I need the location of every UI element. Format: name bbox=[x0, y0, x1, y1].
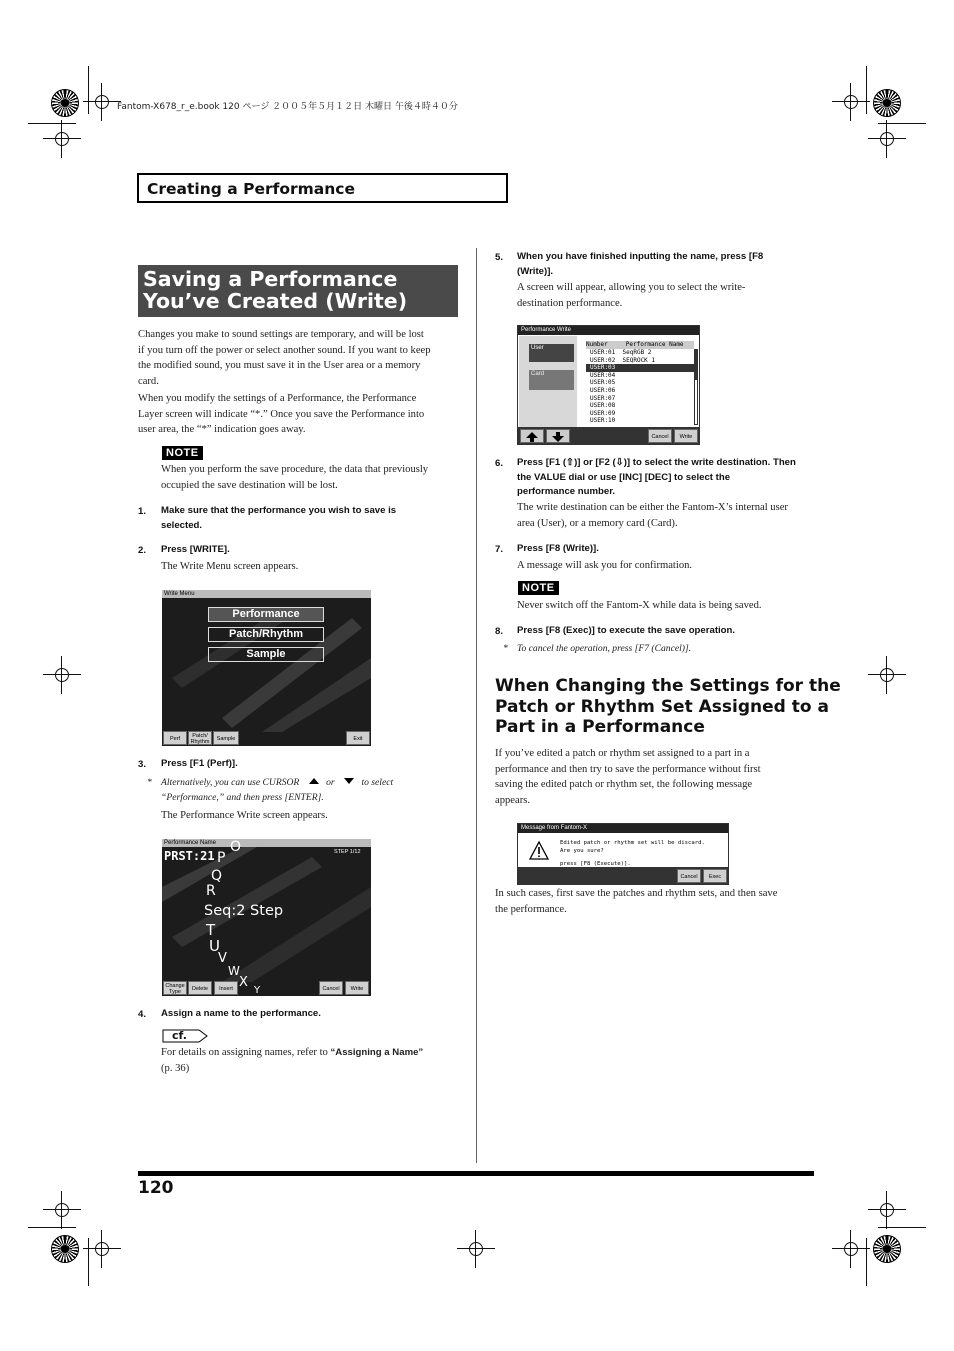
section-title: Creating a Performance bbox=[147, 180, 355, 198]
text-line: occupied the save destination will be lost. bbox=[161, 479, 338, 491]
cancel-button[interactable]: Cancel bbox=[648, 429, 672, 443]
subsection-heading bbox=[495, 676, 841, 738]
text-line: (p. 36) bbox=[161, 1062, 190, 1074]
patch-rhythm-button[interactable]: Patch/ Rhythm bbox=[188, 731, 212, 745]
dialog-title: Message from Fantom-X bbox=[518, 824, 729, 833]
text-line: Changes you make to sound settings are temporary, and will be lost bbox=[138, 329, 424, 340]
step-instruction bbox=[161, 504, 396, 533]
char-letter: V bbox=[218, 951, 227, 966]
step-note: To cancel the operation, press [F7 (Cancel)]. bbox=[517, 643, 692, 654]
step-instruction: Press [F8 (Write)]. bbox=[517, 543, 599, 554]
arrow-down-icon bbox=[547, 431, 569, 443]
note-badge: NOTE bbox=[162, 446, 203, 460]
heading-line: When Changing the Settings for the bbox=[495, 676, 841, 696]
crosshair-mark bbox=[51, 1199, 73, 1221]
text-span: to select bbox=[361, 777, 394, 788]
step-description: The Performance Write screen appears. bbox=[161, 810, 328, 821]
card-tab[interactable] bbox=[529, 370, 574, 390]
exec-button[interactable]: Exec bbox=[703, 869, 727, 883]
text-line: card. bbox=[138, 375, 159, 387]
step-instruction: Press [F8 (Exec)] to execute the save operation. bbox=[517, 625, 736, 636]
col-number: Number bbox=[586, 341, 608, 348]
step-note bbox=[161, 776, 461, 805]
cursor-down-icon bbox=[343, 777, 355, 785]
destination-list[interactable] bbox=[586, 349, 694, 425]
change-type-button[interactable]: Change Type bbox=[163, 981, 187, 995]
crop-line bbox=[866, 1238, 867, 1286]
list-item[interactable]: USER:06 bbox=[590, 386, 616, 394]
page-title-line: Saving a Performance bbox=[143, 267, 398, 291]
text-line: The write destination can be either the Fantom-X’s internal user bbox=[517, 502, 788, 513]
text-line: In such cases, first save the patches and rhythm sets, and then save bbox=[495, 888, 778, 899]
column-header bbox=[586, 341, 694, 349]
page-title-bar bbox=[138, 265, 458, 317]
crosshair-mark bbox=[876, 128, 898, 150]
message-dialog bbox=[517, 823, 729, 885]
menu-item-patch-rhythm[interactable]: Patch/Rhythm bbox=[208, 627, 324, 642]
heading-line: Part in a Performance bbox=[495, 717, 705, 737]
perf-button[interactable]: Perf bbox=[163, 731, 187, 745]
crop-line bbox=[88, 1238, 89, 1286]
text-line: Press [F1 (⇧)] or [F2 (⇩)] to select the write destination. Then bbox=[517, 457, 796, 468]
note-badge: NOTE bbox=[518, 581, 559, 595]
insert-button[interactable]: Insert bbox=[214, 981, 238, 995]
card-label: Card bbox=[531, 371, 545, 377]
note-text bbox=[161, 462, 471, 493]
text-line: performance and then try to save the performance without first bbox=[495, 763, 761, 775]
cf-reference bbox=[161, 1045, 471, 1076]
column-divider bbox=[476, 248, 477, 1163]
text-line: the modified sound, you must save it in the User area or a memory bbox=[138, 360, 421, 372]
list-item[interactable]: USER:02 SEQROCK 1 bbox=[590, 356, 656, 364]
performance-name-value: PRST:21 bbox=[164, 849, 215, 863]
cancel-button[interactable]: Cancel bbox=[319, 981, 343, 995]
step-instruction: Press [WRITE]. bbox=[161, 544, 230, 555]
registration-target-top-left bbox=[51, 89, 79, 117]
performance-write-screen bbox=[517, 325, 700, 445]
crosshair-mark bbox=[91, 1238, 113, 1260]
list-item[interactable]: USER:04 bbox=[590, 371, 616, 379]
section-header bbox=[137, 173, 508, 203]
list-item[interactable]: USER:01 SeqRGB 2 bbox=[590, 349, 652, 356]
text-line: press [F8 (Execute)]. bbox=[560, 861, 631, 867]
step-number: 5. bbox=[495, 252, 504, 263]
char-letter: T bbox=[206, 921, 216, 939]
write-button[interactable]: Write bbox=[345, 981, 369, 995]
step-number: 6. bbox=[495, 458, 504, 469]
step-instruction: Press [F1 (Perf)]. bbox=[161, 758, 238, 769]
link-reference[interactable]: “Assigning a Name” bbox=[330, 1047, 424, 1058]
menu-item-performance[interactable]: Performance bbox=[208, 607, 324, 622]
step-instruction bbox=[517, 456, 796, 500]
step-indicator: STEP 1/12 bbox=[334, 849, 361, 855]
paragraph bbox=[495, 886, 825, 917]
cursor-up-icon bbox=[308, 777, 320, 785]
intro-paragraph bbox=[138, 327, 468, 389]
page-title-line: You’ve Created (Write) bbox=[143, 289, 408, 313]
char-letter: R bbox=[206, 883, 216, 899]
page-number: 120 bbox=[138, 1178, 174, 1198]
text-line: the performance. bbox=[495, 903, 567, 915]
crop-line bbox=[878, 123, 926, 124]
char-letter: U bbox=[209, 937, 220, 955]
text-line: Edited patch or rhythm set will be discard. bbox=[560, 840, 705, 846]
crop-line bbox=[28, 1227, 76, 1228]
step-instruction: Assign a name to the performance. bbox=[161, 1008, 321, 1019]
char-letter: X bbox=[239, 975, 248, 990]
step-description: The Write Menu screen appears. bbox=[161, 561, 299, 572]
text-line: the VALUE dial or use [INC] [DEC] to select the bbox=[517, 471, 731, 483]
performance-name-screen bbox=[162, 839, 371, 996]
crop-line bbox=[88, 66, 89, 114]
down-arrow-button[interactable] bbox=[546, 429, 570, 443]
text-line: area (User), or a memory card (Card). bbox=[517, 517, 678, 529]
text-line: Are you sure? bbox=[560, 847, 604, 854]
registration-target-top-right bbox=[873, 89, 901, 117]
char-letter: W bbox=[228, 964, 240, 978]
text-line: selected. bbox=[161, 519, 203, 531]
registration-target-bottom-right bbox=[873, 1235, 901, 1263]
list-item[interactable]: USER:10 bbox=[590, 417, 616, 425]
crosshair-mark bbox=[876, 1199, 898, 1221]
screen-title: Performance Write bbox=[518, 326, 700, 335]
list-item[interactable]: USER:07 bbox=[590, 394, 616, 402]
text-line: “Performance,” and then press [ENTER]. bbox=[161, 791, 324, 803]
arrow-up-icon bbox=[521, 431, 543, 443]
crosshair-mark bbox=[840, 91, 862, 113]
char-letter: Y bbox=[254, 985, 261, 996]
cancel-button[interactable]: Cancel bbox=[677, 869, 701, 883]
crosshair-mark bbox=[465, 1238, 487, 1260]
text-span: For details on assigning names, refer to bbox=[161, 1047, 331, 1058]
print-header-line: Fantom-X678_r_e.book 120 ページ ２００５年５月１２日 木曜日 午後４時４０分 bbox=[117, 102, 458, 112]
text-line: A screen will appear, allowing you to select the write- bbox=[517, 282, 746, 293]
text-line: destination performance. bbox=[517, 297, 623, 309]
star-mark: * bbox=[503, 643, 508, 654]
char-letter: Q bbox=[211, 868, 223, 884]
paragraph bbox=[495, 746, 825, 808]
list-item-selected[interactable]: USER:03 bbox=[586, 364, 694, 372]
screen-title: Performance Name bbox=[162, 839, 371, 847]
menu-item-sample[interactable]: Sample bbox=[208, 647, 324, 662]
sample-button[interactable]: Sample bbox=[213, 731, 239, 745]
text-line: (Write)]. bbox=[517, 265, 554, 277]
step-description bbox=[517, 500, 788, 531]
col-name: Performance Name bbox=[625, 341, 684, 348]
warning-icon bbox=[529, 841, 549, 860]
text-line: Layer screen will indicate “*.” Once you save the Performance into bbox=[138, 408, 425, 420]
scrollbar[interactable] bbox=[694, 349, 698, 425]
up-arrow-button[interactable] bbox=[520, 429, 544, 443]
dialog-message bbox=[560, 840, 705, 869]
crop-line bbox=[866, 66, 867, 114]
text-line: When you have finished inputting the name, press [F8 bbox=[517, 251, 764, 262]
seq-text: Seq:2 Step bbox=[204, 903, 284, 919]
star-mark: * bbox=[147, 777, 152, 788]
crosshair-mark bbox=[51, 664, 73, 686]
exit-button[interactable]: Exit bbox=[346, 731, 370, 745]
user-tab[interactable] bbox=[529, 344, 574, 362]
intro-paragraph-2 bbox=[138, 391, 468, 438]
screen-title: Write Menu bbox=[162, 590, 371, 598]
footer-rule bbox=[138, 1171, 814, 1176]
char-letter: P bbox=[217, 850, 226, 866]
step-instruction bbox=[517, 250, 763, 279]
crop-line bbox=[28, 123, 76, 124]
step-number: 4. bbox=[138, 1009, 147, 1020]
step-number: 2. bbox=[138, 545, 147, 556]
delete-button[interactable]: Delete bbox=[188, 981, 212, 995]
crosshair-mark bbox=[51, 128, 73, 150]
crop-line bbox=[878, 1227, 926, 1228]
char-letter: O bbox=[230, 839, 242, 855]
text-span: Alternatively, you can use CURSOR bbox=[161, 777, 300, 788]
list-item[interactable]: USER:05 bbox=[590, 379, 616, 387]
write-button[interactable]: Write bbox=[674, 429, 698, 443]
text-line: appears. bbox=[495, 794, 530, 806]
step-number: 8. bbox=[495, 626, 504, 637]
heading-line: Patch or Rhythm Set Assigned to a bbox=[495, 696, 829, 717]
text-span: or bbox=[326, 777, 335, 788]
text-line: If you’ve edited a patch or rhythm set assigned to a part in a bbox=[495, 748, 750, 759]
cf-label: cf. bbox=[172, 1029, 187, 1042]
text-line: When you perform the save procedure, the data that previously bbox=[161, 464, 429, 475]
note-text: Never switch off the Fantom-X while data is being saved. bbox=[517, 600, 762, 611]
text-line: saving the edited patch or rhythm set, the following message bbox=[495, 779, 753, 791]
text-line: user area, the “*” indication goes away. bbox=[138, 424, 306, 436]
step-number: 1. bbox=[138, 506, 147, 517]
text-line: performance number. bbox=[517, 486, 616, 497]
user-label: User bbox=[531, 345, 544, 351]
text-line: Make sure that the performance you wish to save is bbox=[161, 505, 397, 516]
crosshair-mark bbox=[840, 1238, 862, 1260]
step-number: 7. bbox=[495, 544, 504, 555]
crosshair-mark bbox=[91, 91, 113, 113]
source-panel bbox=[519, 336, 577, 427]
crosshair-mark bbox=[876, 664, 898, 686]
text-line: When you modify the settings of a Performance, the Performance bbox=[138, 393, 417, 404]
list-item[interactable]: USER:09 bbox=[590, 409, 616, 417]
write-menu-screen bbox=[162, 590, 371, 746]
step-description bbox=[517, 280, 745, 311]
text-line: if you turn off the power or select another sound. If you want to keep bbox=[138, 344, 431, 356]
step-description: A message will ask you for confirmation. bbox=[517, 560, 693, 571]
step-number: 3. bbox=[138, 759, 147, 770]
list-item[interactable]: USER:08 bbox=[590, 402, 616, 410]
registration-target-bottom-left bbox=[51, 1235, 79, 1263]
